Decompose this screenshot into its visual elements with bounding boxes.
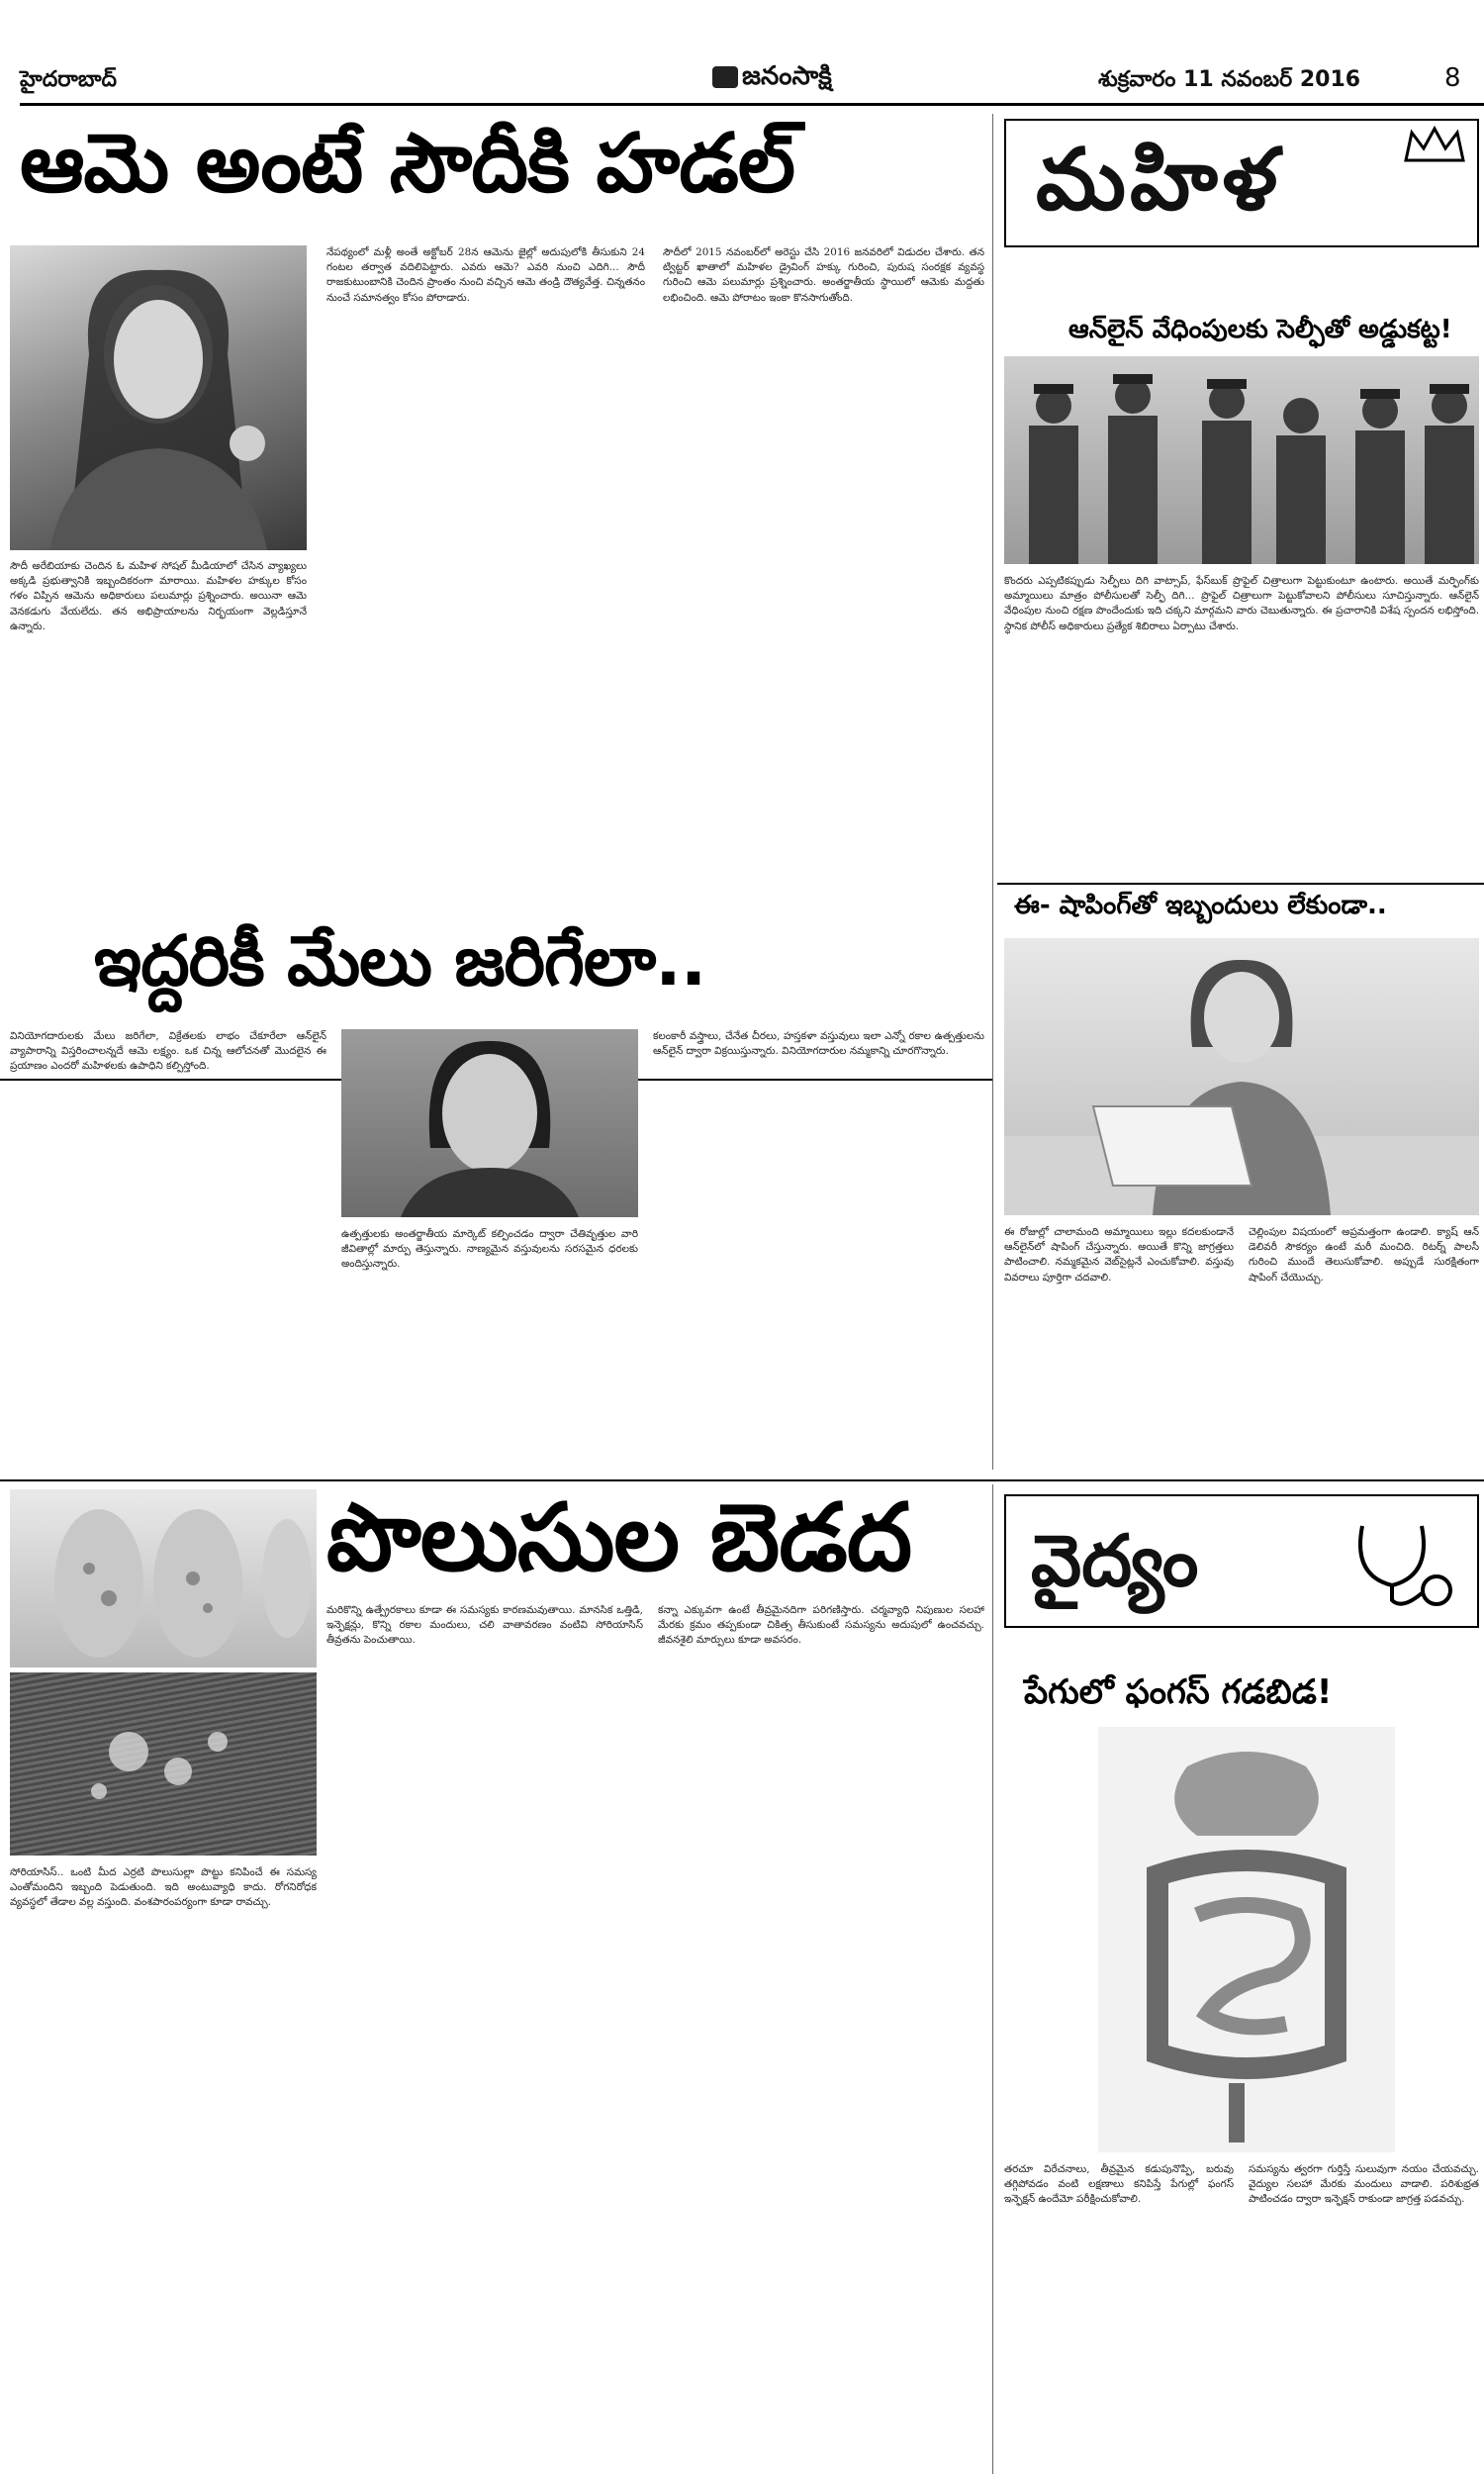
mahila-title: మహిళ xyxy=(1036,130,1282,230)
page-header xyxy=(20,59,1464,109)
crown-icon xyxy=(1402,125,1467,164)
story3-photo xyxy=(341,1029,638,1217)
story5-headline: పొలుసుల బెడద xyxy=(326,1484,912,1592)
header-rule xyxy=(20,103,1484,106)
police-group-icon xyxy=(1004,356,1479,564)
woman-laptop-icon xyxy=(1004,938,1479,1215)
story2-headline: ఆన్‌లైన్‌ వేధింపులకు సెల్ఫీతో అడ్డుకట్ట! xyxy=(1068,315,1452,344)
story1-col1: సౌదీ అరేబియాకు చెందిన ఓ మహిళ సోషల్‌ మీడియాలో చేసిన వ్యాఖ్యలు అక్కడి ప్రభుత్వానికి ఇబ్బందికరంగా మారాయి. మహిళల హక్కుల కోసం గళం విప్పిన ఆమెను అధికారులు పలుమార్లు ప్రశ్నించారు. అయినా ఆమె వెనకడుగు వేయలేదు. తన అభిప్రాయాలను నిర్భయంగా వెల్లడిస్తూనే ఉన్నారు. xyxy=(10,560,307,632)
story1-col2: నేపథ్యంలో మళ్లీ అంతే అక్టోబర్‌ 28న ఆమెను జైల్లో అదుపులోకి తీసుకుని 24 గంటల తర్వాత వదిలిపెట్టారు. ఎవరు ఆమె? ఎవరి నుంచి ఎదిగి... సౌదీ రాజకుటుంబానికి చెందిన ప్రాంతం నుంచి వచ్చిన ఆమె తండ్రి దౌత్యవేత్త. చిన్నతనం నుంచే సమానత్వం కోసం పోరాడారు. xyxy=(326,246,645,304)
story4-photo xyxy=(1004,938,1479,1215)
story5-col3: కన్నా ఎక్కువగా ఉంటే తీవ్రమైనదిగా పరిగణిస్తారు. చర్మవ్యాధి నిపుణుల సలహా మేరకు క్రమం తప్పకుండా చికిత్స తీసుకుంటే సమస్యను అదుపులో ఉంచవచ్చు. జీవనశైలి మార్పులు కూడా అవసరం. xyxy=(658,1604,984,1647)
story1-col3: సౌదీలో 2015 నవంబర్‌లో అరెస్టు చేసి 2016 జనవరిలో విడుదల చేశారు. తన ట్విట్టర్‌ ఖాతాలో మహిళల డ్రైవింగ్‌ హక్కు గురించి, పురుష సంరక్షక వ్యవస్థ గురించి ఆమె పలుమార్లు ప్రశ్నించారు. అంతర్జాతీయ స్థాయిలో ఆమెకు మద్దతు లభించింది. ఆమె పోరాటం ఇంకా కొనసాగుతోంది. xyxy=(663,246,984,304)
rule-mid-right xyxy=(997,883,1484,885)
story1-photo xyxy=(10,245,307,550)
story5-photo-scalp xyxy=(10,1672,317,1856)
stethoscope-icon xyxy=(1343,1516,1461,1615)
story3-headline: ఇద్దరికీ మేలు జరిగేలా.. xyxy=(94,920,706,1001)
masthead: జనంసాక్షి xyxy=(712,61,832,97)
portrait-icon xyxy=(10,245,307,550)
rule-lower xyxy=(0,1479,1484,1481)
column-divider xyxy=(992,114,993,1470)
column-divider-lower xyxy=(992,1484,993,2474)
story3-col1: వినియోగదారులకు మేలు జరిగేలా, విక్రేతలకు లాభం చేకూరేలా ఆన్‌లైన్‌ వ్యాపారాన్ని విస్తరించాలన్నదే ఆమె లక్ష్యం. ఒక చిన్న ఆలోచనతో మొదలైన ఈ ప్రయాణం ఎందరో మహిళలకు ఉపాధిని కల్పిస్తోంది. xyxy=(10,1030,326,1073)
masthead-logo-icon xyxy=(712,66,738,88)
story4-col1: ఈ రోజుల్లో చాలామంది అమ్మాయిలు ఇల్లు కదలకుండానే ఆన్‌లైన్‌లో షాపింగ్‌ చేస్తున్నారు. అయితే కొన్ని జాగ్రత్తలు పాటించాలి. నమ్మకమైన వెబ్‌సైట్లనే ఎంచుకోవాలి. వస్తువు వివరాలు పూర్తిగా చదవాలి. xyxy=(1004,1226,1234,1284)
story6-headline: పేగులో ఫంగస్‌ గడబిడ! xyxy=(1024,1672,1333,1712)
story6-photo xyxy=(1098,1727,1395,2152)
feet-icon xyxy=(10,1489,317,1667)
story5-col2: మరికొన్ని ఉత్ప్రేరకాలు కూడా ఈ సమస్యకు కారణమవుతాయి. మానసిక ఒత్తిడి, ఇన్ఫెక్షన్లు, కొన్ని రకాల మందులు, చలి వాతావరణం వంటివి సోరియాసిస్‌ తీవ్రతను పెంచుతాయి. xyxy=(326,1604,643,1647)
story3-col3: కలంకారీ వస్త్రాలు, చేనేత చీరలు, హస్తకళా వస్తువులు ఇలా ఎన్నో రకాల ఉత్పత్తులను ఆన్‌లైన్‌ ద్వారా విక్రయిస్తున్నారు. వినియోగదారుల నమ్మకాన్ని చూరగొన్నారు. xyxy=(653,1030,984,1058)
intestine-icon xyxy=(1098,1727,1395,2152)
story6-col1: తరచూ విరేచనాలు, తీవ్రమైన కడుపునొప్పి, బరువు తగ్గిపోవడం వంటి లక్షణాలు కనిపిస్తే పేగుల్లో ఫంగస్‌ ఇన్ఫెక్షన్‌ ఉందేమో పరీక్షించుకోవాలి. xyxy=(1004,2163,1234,2206)
story5-col1: సోరియాసిస్‌.. ఒంటి మీద ఎర్రటి పొలుసుల్లా పొట్టు కనిపించే ఈ సమస్య ఎంతోమందిని ఇబ్బంది పెడుతుంది. ఇది అంటువ్యాధి కాదు. రోగనిరోధక వ్యవస్థలో తేడాల వల్ల వస్తుంది. వంశపారంపర్యంగా కూడా రావచ్చు. xyxy=(10,1866,317,1909)
scalp-icon xyxy=(10,1672,317,1856)
story2-photo xyxy=(1004,356,1479,564)
vaidyam-title: వైద్యం xyxy=(1031,1518,1199,1602)
story6-col2: సమస్యను త్వరగా గుర్తిస్తే సులువుగా నయం చేయవచ్చు. వైద్యుల సలహా మేరకు మందులు వాడాలి. పరిశుభ్రత పాటించడం ద్వారా ఇన్ఫెక్షన్‌ రాకుండా జాగ్రత్త పడవచ్చు. xyxy=(1249,2163,1479,2206)
story2-body: కొందరు ఎప్పటికప్పుడు సెల్ఫీలు దిగి వాట్సాప్‌, ఫేస్‌బుక్‌ ప్రొఫైల్‌ చిత్రాలుగా పెట్టుకుంటూ ఉంటారు. అయితే మర్ఫింగ్‌కు అమ్మాయిలు మాత్రం పోలీసులతో సెల్ఫీ దిగి... ప్రొఫైల్‌ చిత్రాలుగా పెట్టుకోవాలని పోలీసులు సూచిస్తున్నారు. ఆన్‌లైన్‌ వేధింపుల నుంచి రక్షణ పొందేందుకు ఇది చక్కని మార్గమని వారు చెబుతున్నారు. ఈ ప్రచారానికి విశేష స్పందన లభిస్తోంది. స్థానిక పోలీస్‌ అధికారులు ప్రత్యేక శిబిరాలు ఏర్పాటు చేశారు. xyxy=(1004,575,1479,632)
story4-col2: చెల్లింపుల విషయంలో అప్రమత్తంగా ఉండాలి. క్యాష్‌ ఆన్‌ డెలివరీ సౌకర్యం ఉంటే మరీ మంచిది. రిటర్న్‌ పాలసీ గురించి ముందే తెలుసుకోవాలి. అప్పుడే సురక్షితంగా షాపింగ్‌ చేయొచ్చు. xyxy=(1249,1226,1479,1284)
woman-portrait-icon xyxy=(341,1029,638,1217)
story3-col2: ఉత్పత్తులకు అంతర్జాతీయ మార్కెట్‌ కల్పించడం ద్వారా చేతివృత్తుల వారి జీవితాల్లో మార్పు తెస్తున్నారు. నాణ్యమైన వస్తువులను సరసమైన ధరలకు అందిస్తున్నారు. xyxy=(341,1228,638,1271)
page-number: 8 xyxy=(1444,63,1461,93)
mahila-banner xyxy=(1004,119,1479,247)
story5-photo-feet xyxy=(10,1489,317,1667)
header-city: హైదరాబాద్ xyxy=(20,67,117,92)
vaidyam-banner xyxy=(1004,1494,1479,1628)
story4-headline: ఈ- షాపింగ్‌తో ఇబ్బందులు లేకుండా.. xyxy=(1014,891,1387,920)
story1-headline: ఆమె అంటే సౌదీకి హడల్ xyxy=(20,117,795,211)
header-date: శుక్రవారం 11 నవంబర్ 2016 xyxy=(1098,67,1361,92)
